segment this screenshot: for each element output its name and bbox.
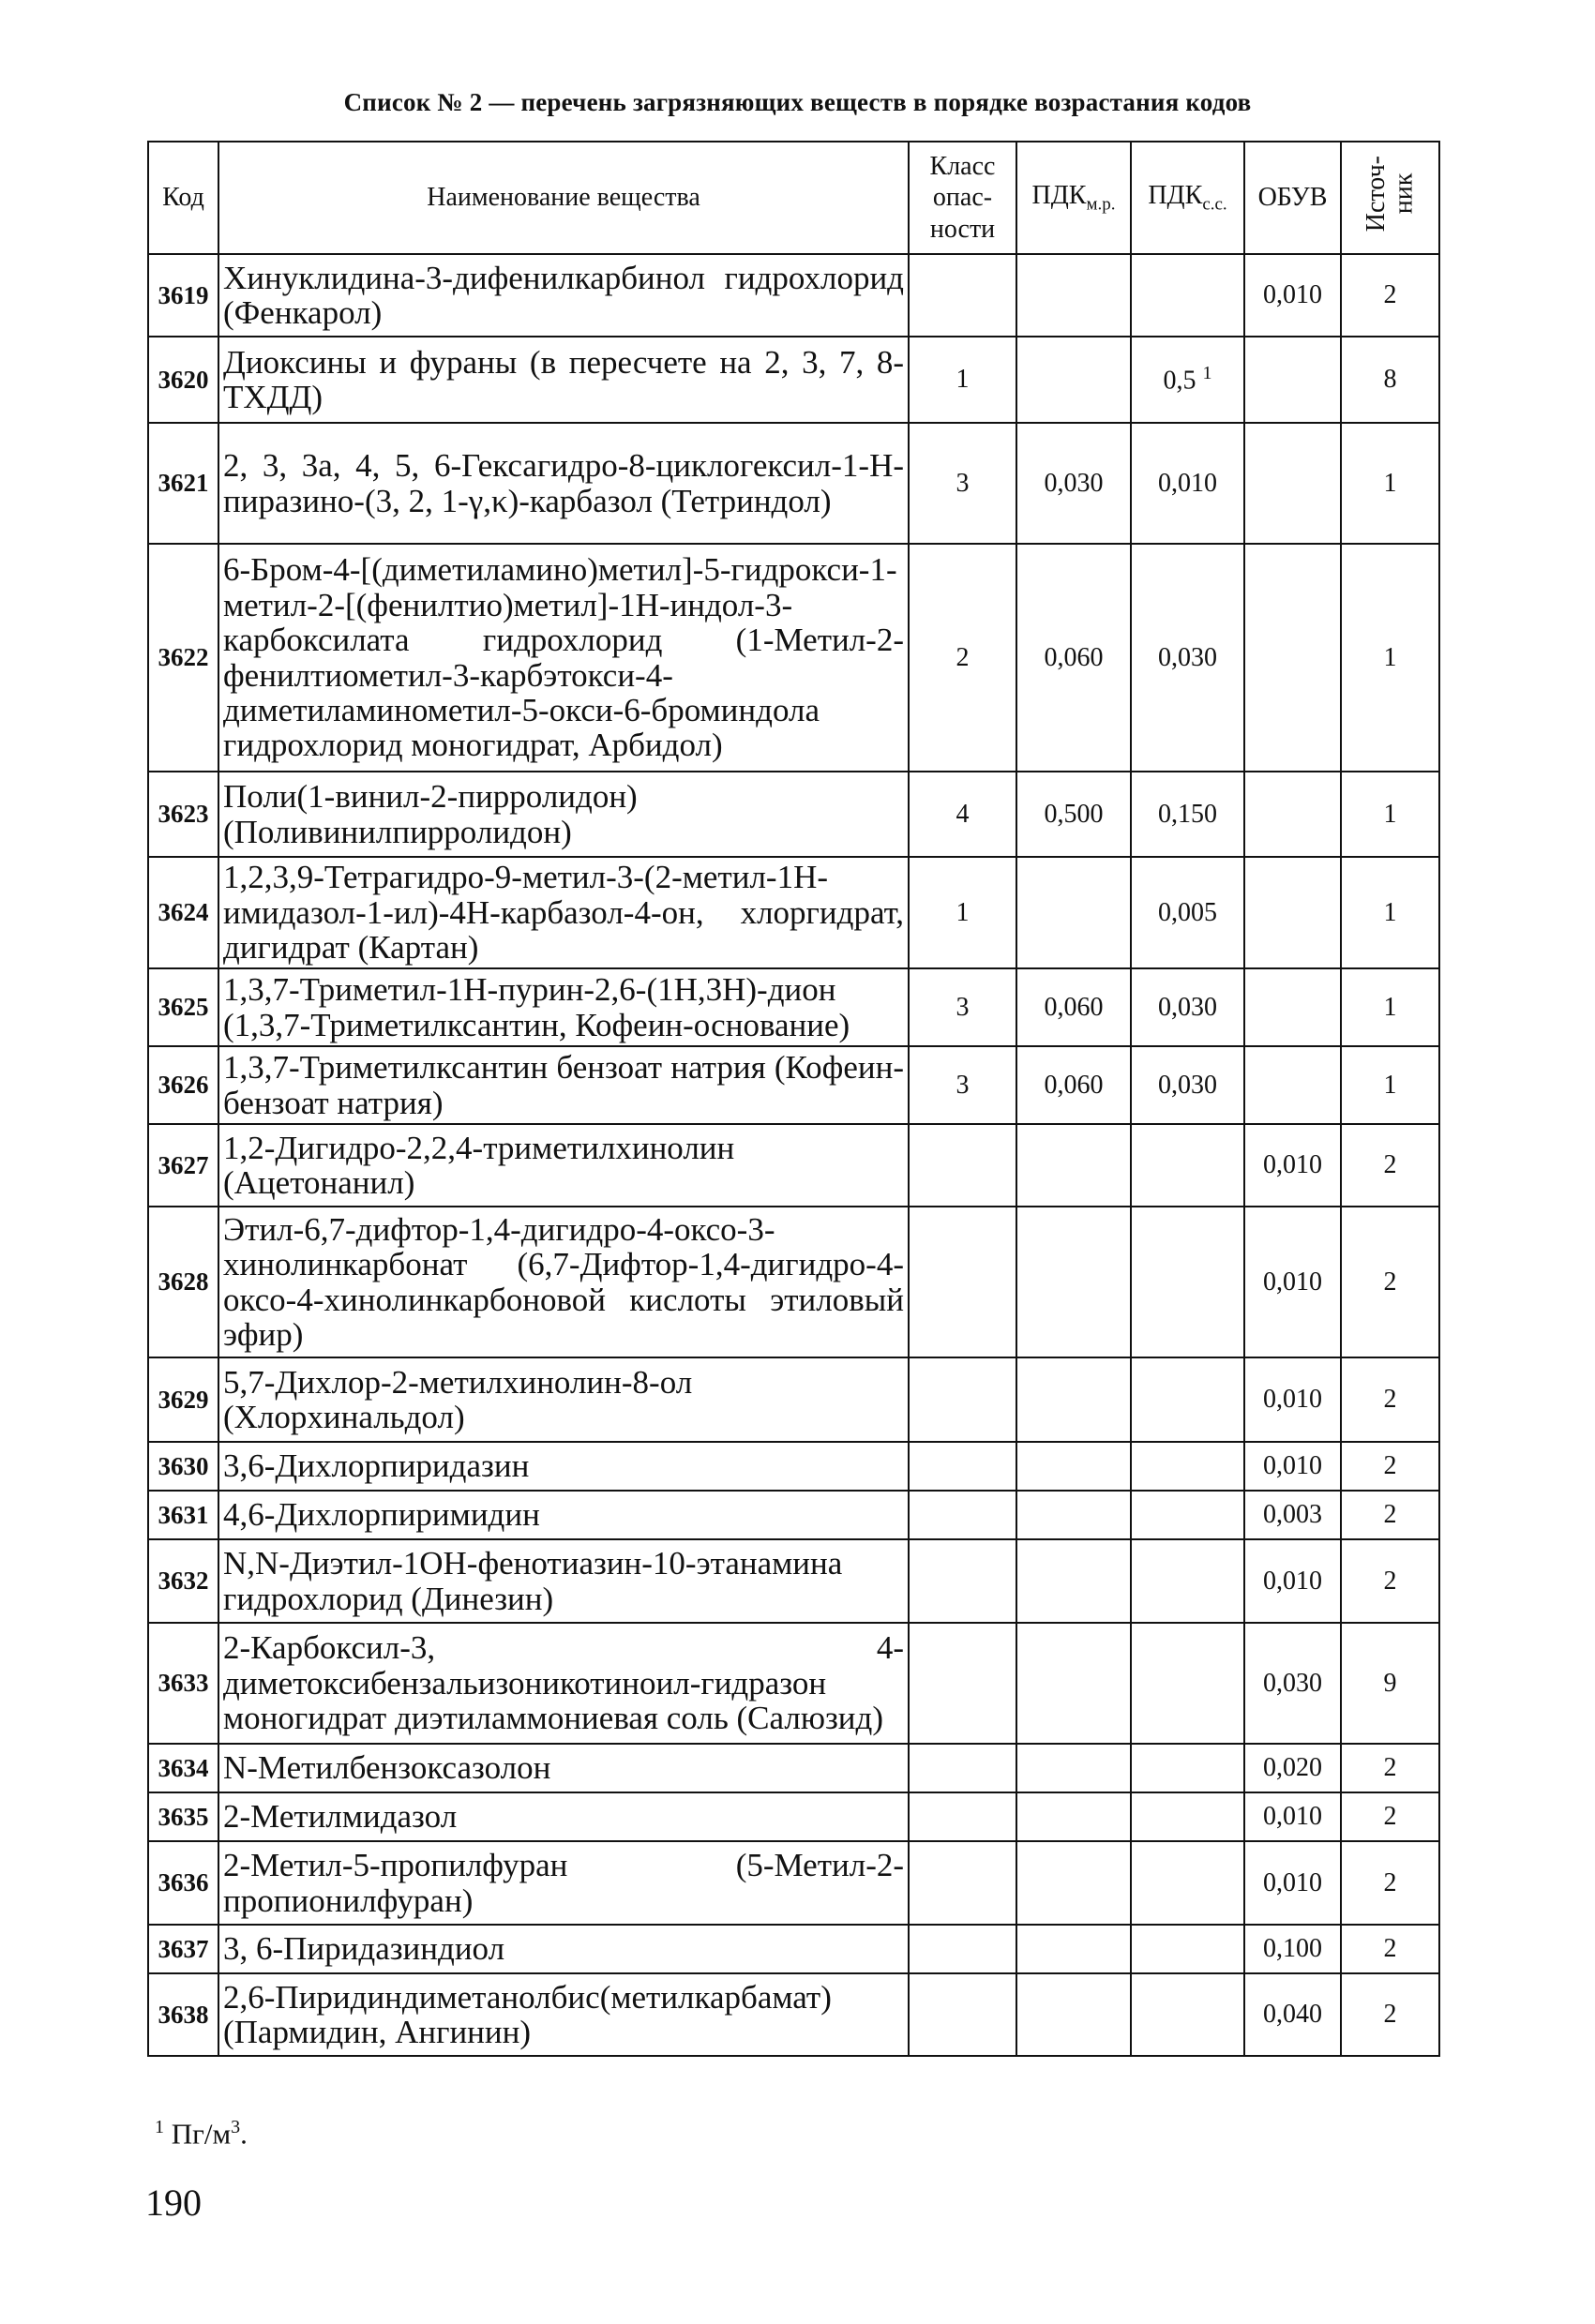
cell-pdk-mr: [1016, 857, 1131, 968]
cell-code: 3635: [148, 1792, 218, 1841]
cell-hazard-class: [909, 254, 1016, 337]
cell-name: 3, 6-Пиридазиндиол: [218, 1925, 909, 1973]
cell-name: 2-Метил-5-пропилфуран (5-Метил-2-пропионилфуран): [218, 1841, 909, 1925]
table-row: [148, 772, 1439, 857]
table-row: [148, 1623, 1439, 1744]
cell-code: 3625: [148, 968, 218, 1046]
cell-pdk-mr: [1016, 254, 1131, 337]
cell-obuv: [1244, 772, 1341, 857]
cell-obuv: 0,010: [1244, 254, 1341, 337]
cell-pdk-mr: 0,060: [1016, 968, 1131, 1046]
cell-source: 1: [1341, 772, 1439, 857]
cell-obuv: 0,030: [1244, 1623, 1341, 1744]
cell-obuv: 0,020: [1244, 1744, 1341, 1792]
cell-code: 3623: [148, 772, 218, 857]
cell-pdk-mr: [1016, 1925, 1131, 1973]
cell-pdk-ss: [1131, 1207, 1244, 1357]
cell-source: 1: [1341, 423, 1439, 544]
cell-pdk-ss: [1131, 254, 1244, 337]
footnote-ref: 1: [1202, 363, 1212, 384]
table-row: [148, 1491, 1439, 1539]
cell-source: 2: [1341, 254, 1439, 337]
cell-code: 3636: [148, 1841, 218, 1925]
cell-pdk-ss: [1131, 1841, 1244, 1925]
cell-name: Этил-6,7-дифтор-1,4-дигидро-4-оксо-3-хинолинкарбонат (6,7-Дифтор-1,4-дигидро-4-оксо-4-хинолинкарбоновой кислоты этиловый эфир): [218, 1207, 909, 1357]
table-row: [148, 1442, 1439, 1491]
cell-code: 3621: [148, 423, 218, 544]
cell-source: 2: [1341, 1973, 1439, 2056]
cell-name: 1,2-Дигидро-2,2,4-триметилхинолин (Ацетонанил): [218, 1124, 909, 1207]
cell-source: 2: [1341, 1744, 1439, 1792]
header-hazard-class: Класс опас- ности: [909, 142, 1016, 254]
cell-obuv: 0,010: [1244, 1792, 1341, 1841]
cell-pdk-ss: 0,030: [1131, 1046, 1244, 1124]
cell-pdk-ss: 0,030: [1131, 544, 1244, 772]
table-row: [148, 1207, 1439, 1357]
cell-source: 2: [1341, 1792, 1439, 1841]
cell-source: 2: [1341, 1357, 1439, 1442]
cell-code: 3637: [148, 1925, 218, 1973]
table-row: [148, 423, 1439, 544]
cell-name: 4,6-Дихлорпиримидин: [218, 1491, 909, 1539]
cell-name: 3,6-Дихлорпиридазин: [218, 1442, 909, 1491]
cell-hazard-class: 1: [909, 337, 1016, 423]
header-obuv: ОБУВ: [1244, 142, 1341, 254]
cell-hazard-class: 3: [909, 968, 1016, 1046]
cell-pdk-ss: 0,030: [1131, 968, 1244, 1046]
page-title: Список № 2 — перечень загрязняющих веществ в порядке возрастания кодов: [343, 88, 1252, 116]
cell-pdk-mr: [1016, 1744, 1131, 1792]
cell-code: 3634: [148, 1744, 218, 1792]
cell-code: 3631: [148, 1491, 218, 1539]
cell-obuv: [1244, 857, 1341, 968]
cell-pdk-ss: 0,5 $^1$: [1131, 337, 1244, 423]
header-name: Наименование вещества: [218, 142, 909, 254]
cell-source: 2: [1341, 1124, 1439, 1207]
cell-pdk-ss: [1131, 1925, 1244, 1973]
cell-pdk-mr: [1016, 1207, 1131, 1357]
substances-table: [147, 141, 1440, 2057]
cell-source: 2: [1341, 1841, 1439, 1925]
cell-pdk-ss: [1131, 1357, 1244, 1442]
cell-code: 3633: [148, 1623, 218, 1744]
table-row: [148, 1744, 1439, 1792]
cell-hazard-class: [909, 1207, 1016, 1357]
cell-obuv: 0,040: [1244, 1973, 1341, 2056]
cell-obuv: 0,010: [1244, 1124, 1341, 1207]
page-number: 190: [145, 2182, 202, 2224]
cell-pdk-ss: 0,005: [1131, 857, 1244, 968]
cell-name: Хинуклидина-3-дифенилкарбинол гидрохлорид (Фенкарол): [218, 254, 909, 337]
cell-name: 1,3,7-Триметилксантин бензоат натрия (Кофеин-бензоат натрия): [218, 1046, 909, 1124]
cell-hazard-class: 1: [909, 857, 1016, 968]
cell-pdk-mr: [1016, 1442, 1131, 1491]
cell-source: 2: [1341, 1539, 1439, 1623]
cell-hazard-class: [909, 1623, 1016, 1744]
cell-pdk-ss: [1131, 1442, 1244, 1491]
cell-source: 1: [1341, 1046, 1439, 1124]
cell-obuv: 0,010: [1244, 1357, 1341, 1442]
cell-pdk-mr: [1016, 1124, 1131, 1207]
cell-name: 5,7-Дихлор-2-метилхинолин-8-ол (Хлорхинальдол): [218, 1357, 909, 1442]
cell-pdk-mr: [1016, 1841, 1131, 1925]
cell-code: 3629: [148, 1357, 218, 1442]
cell-name: 1,2,3,9-Тетрагидро-9-метил-3-(2-метил-1Н-имидазол-1-ил)-4Н-карбазол-4-он, хлоргидрат, дигидрат (Картан): [218, 857, 909, 968]
cell-pdk-ss: [1131, 1792, 1244, 1841]
cell-pdk-mr: [1016, 1792, 1131, 1841]
cell-code: 3632: [148, 1539, 218, 1623]
cell-hazard-class: [909, 1491, 1016, 1539]
cell-code: 3627: [148, 1124, 218, 1207]
cell-obuv: 0,010: [1244, 1841, 1341, 1925]
cell-name: N-Метилбензоксазолон: [218, 1744, 909, 1792]
cell-hazard-class: 2: [909, 544, 1016, 772]
cell-source: 9: [1341, 1623, 1439, 1744]
cell-pdk-mr: 0,060: [1016, 544, 1131, 772]
table-header-row: [148, 142, 1439, 254]
cell-pdk-mr: [1016, 1539, 1131, 1623]
cell-code: 3630: [148, 1442, 218, 1491]
cell-pdk-ss: 0,010: [1131, 423, 1244, 544]
cell-hazard-class: 3: [909, 423, 1016, 544]
cell-name: 6-Бром-4-[(диметиламино)метил]-5-гидрокси-1-метил-2-[(фенилтио)метил]-1Н-индол-3-карбоксилата гидрохлорид (1-Метил-2-фенилтиометил-3-карбэтокси-4-диметиламинометил-5-окси-6-броминдола гидрохлорид моногидрат, Арбидол): [218, 544, 909, 772]
cell-code: 3619: [148, 254, 218, 337]
cell-obuv: [1244, 544, 1341, 772]
cell-code: 3620: [148, 337, 218, 423]
cell-code: 3628: [148, 1207, 218, 1357]
cell-source: 1: [1341, 857, 1439, 968]
cell-hazard-class: [909, 1925, 1016, 1973]
cell-pdk-ss: [1131, 1744, 1244, 1792]
header-pdk-mr: $ПДК_{м.р.}$: [1016, 142, 1131, 254]
cell-source: 2: [1341, 1925, 1439, 1973]
cell-code: 3626: [148, 1046, 218, 1124]
table-row: [148, 1841, 1439, 1925]
cell-pdk-mr: [1016, 1973, 1131, 2056]
cell-source: 2: [1341, 1207, 1439, 1357]
cell-name: 2-Метилмидазол: [218, 1792, 909, 1841]
table-row: [148, 1973, 1439, 2056]
cell-name: 1,3,7-Триметил-1Н-пурин-2,6-(1Н,3Н)-дион (1,3,7-Триметилксантин, Кофеин-основание): [218, 968, 909, 1046]
cell-obuv: [1244, 337, 1341, 423]
table-row: [148, 1539, 1439, 1623]
cell-pdk-mr: [1016, 1357, 1131, 1442]
cell-hazard-class: [909, 1357, 1016, 1442]
cell-source: 8: [1341, 337, 1439, 423]
cell-source: 1: [1341, 968, 1439, 1046]
table-row: [148, 857, 1439, 968]
table-row: [148, 1357, 1439, 1442]
cell-hazard-class: [909, 1973, 1016, 2056]
cell-pdk-mr: [1016, 337, 1131, 423]
cell-code: 3624: [148, 857, 218, 968]
table-row: [148, 1925, 1439, 1973]
cell-hazard-class: [909, 1442, 1016, 1491]
cell-pdk-ss: [1131, 1124, 1244, 1207]
cell-obuv: 0,010: [1244, 1207, 1341, 1357]
cell-pdk-ss: [1131, 1539, 1244, 1623]
cell-obuv: [1244, 968, 1341, 1046]
cell-pdk-ss: [1131, 1973, 1244, 2056]
cell-code: 3622: [148, 544, 218, 772]
cell-pdk-ss: 0,150: [1131, 772, 1244, 857]
footnote: $^1$ $Пг/м^3$.: [155, 2117, 248, 2151]
cell-hazard-class: [909, 1841, 1016, 1925]
cell-source: 2: [1341, 1491, 1439, 1539]
cell-name: 2, 3, 3а, 4, 5, 6-Гексагидро-8-циклогексил-1-Н-пиразино-(3, 2, 1-γ,κ)-карбазол (Тетриндол): [218, 423, 909, 544]
cell-hazard-class: [909, 1539, 1016, 1623]
cell-name: 2,6-Пиридиндиметанолбис(метилкарбамат) (Пармидин, Ангинин): [218, 1973, 909, 2056]
cell-obuv: [1244, 423, 1341, 544]
cell-pdk-mr: [1016, 1623, 1131, 1744]
table-row: [148, 254, 1439, 337]
cell-pdk-ss: [1131, 1491, 1244, 1539]
cell-hazard-class: [909, 1744, 1016, 1792]
cell-hazard-class: [909, 1792, 1016, 1841]
cell-name: N,N-Диэтил-1ОН-фенотиазин-10-этанамина гидрохлорид (Динезин): [218, 1539, 909, 1623]
header-code: Код: [148, 142, 218, 254]
header-pdk-ss: $ПДК_{с.с.}$: [1131, 142, 1244, 254]
cell-hazard-class: 3: [909, 1046, 1016, 1124]
cell-pdk-mr: 0,060: [1016, 1046, 1131, 1124]
cell-name: Поли(1-винил-2-пирролидон) (Поливинилпирролидон): [218, 772, 909, 857]
cell-obuv: 0,100: [1244, 1925, 1341, 1973]
table-row: [148, 337, 1439, 423]
cell-obuv: 0,010: [1244, 1442, 1341, 1491]
cell-pdk-mr: [1016, 1491, 1131, 1539]
cell-hazard-class: 4: [909, 772, 1016, 857]
cell-source: 1: [1341, 544, 1439, 772]
cell-obuv: [1244, 1046, 1341, 1124]
cell-hazard-class: [909, 1124, 1016, 1207]
cell-obuv: 0,010: [1244, 1539, 1341, 1623]
cell-obuv: 0,003: [1244, 1491, 1341, 1539]
cell-pdk-ss: [1131, 1623, 1244, 1744]
table-row: [148, 1124, 1439, 1207]
cell-name: 2-Карбоксил-3, 4-диметоксибензальизоникотиноил-гидразон моногидрат диэтиламмониевая соль (Салюзид): [218, 1623, 909, 1744]
cell-pdk-mr: 0,030: [1016, 423, 1131, 544]
table-row: [148, 544, 1439, 772]
cell-code: 3638: [148, 1973, 218, 2056]
table-body: [148, 254, 1439, 2056]
table-row: [148, 1046, 1439, 1124]
cell-name: Диоксины и фураны (в пересчете на 2, 3, 7, 8-ТХДД): [218, 337, 909, 423]
table-row: [148, 968, 1439, 1046]
table-row: [148, 1792, 1439, 1841]
cell-pdk-mr: 0,500: [1016, 772, 1131, 857]
header-source: Источ- ник: [1341, 142, 1439, 254]
cell-source: 2: [1341, 1442, 1439, 1491]
